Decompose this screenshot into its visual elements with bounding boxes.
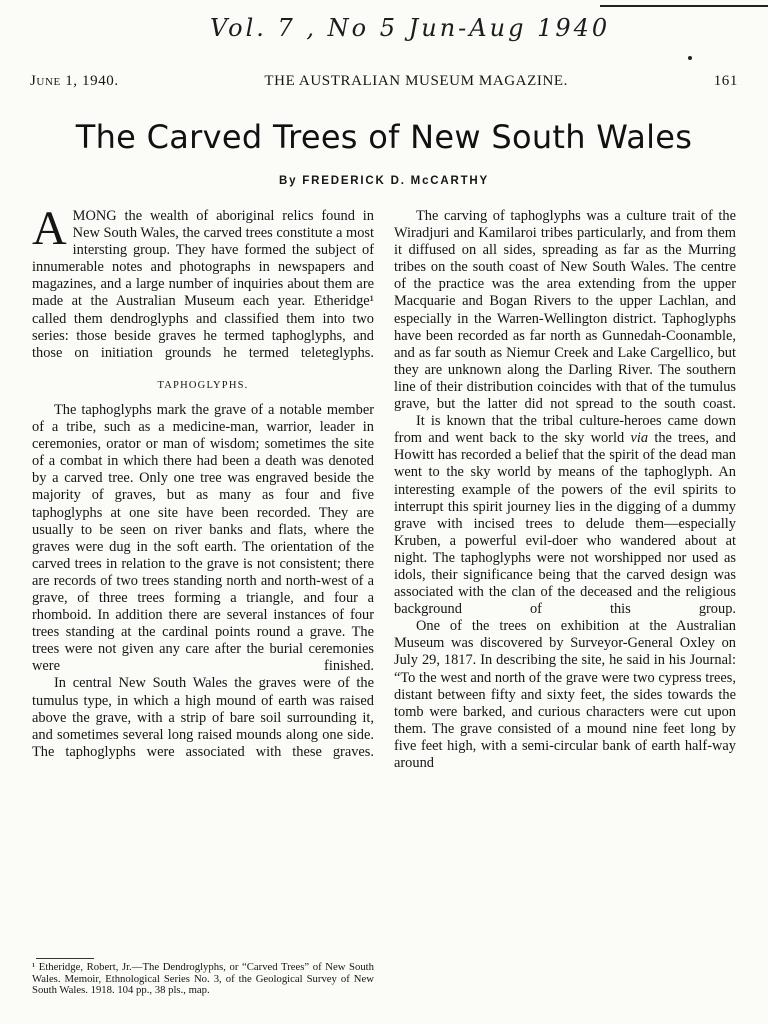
footnote: ¹ Etheridge, Robert, Jr.—The Dendroglyphs, or “Carved Trees” of New South Wales. Memoir, Ethnological Series No. 3, of the Geological Survey of New South Wales. 1918. 104 pp., 38 pls., map. bbox=[32, 961, 374, 997]
intro-small-caps: MONG bbox=[72, 208, 117, 224]
running-header bbox=[30, 73, 738, 90]
issue-date: June 1, 1940. bbox=[30, 73, 119, 89]
page-number: 161 bbox=[713, 73, 738, 89]
italic-text: via bbox=[630, 430, 649, 447]
top-edge-rule bbox=[600, 5, 768, 7]
article-title: The Carved Trees of New South Wales bbox=[75, 118, 693, 156]
magazine-name: THE AUSTRALIAN MUSEUM MAGAZINE. bbox=[264, 73, 569, 89]
intro-paragraph bbox=[32, 202, 374, 362]
ink-dot bbox=[688, 56, 692, 60]
paragraph-text: the trees, and Howitt has recorded a belief that the spirit of the dead man went to the sky world by means of the taphoglyph. An interesting example of the powers of the evil spirits to interrupt this spirit journey lies in the digging of a dummy grave with incised trees to delude them—especially Kruben, a powerful evil-doer who wandered about at night. The taphoglyphs were not worshipped nor used as idols, their significance being that the carved design was associated with the clan of the deceased and the religious background of this group. bbox=[394, 430, 736, 618]
handwritten-annotation: Vol. 7 , No 5 Jun-Aug 1940 bbox=[210, 14, 611, 42]
right-column bbox=[394, 208, 736, 772]
article-byline: By FREDERICK D. McCARTHY bbox=[279, 175, 489, 187]
drop-cap: A bbox=[32, 202, 67, 255]
body-paragraph bbox=[394, 413, 736, 618]
section-heading-taphoglyphs: TAPHOGLYPHS. bbox=[157, 379, 249, 391]
body-paragraph: The carving of taphoglyphs was a culture trait of the Wiradjuri and Kamilaroi tribes particularly, and from them it diffused on all sides, spreading as far as the Murring tribes on the south coast of New South Wales. The centre of the practice was the area extending from the upper Macquarie and Bogan Rivers to the upper Lachlan, and especially in the Warren-Wellington district. Taphoglyphs have been recorded as far north as Gunnedah-Coonamble, and as far south as Niemur Creek and Lake Cargellico, but they are unknown along the Darling River. The southern line of their distribution coincides with that of the tumulus grave, but the latter did not spread to the south coast. bbox=[394, 208, 736, 413]
left-column bbox=[32, 202, 374, 761]
paragraph-text: It is known that the tribal culture-heroes came down from and went back to the sky world bbox=[394, 413, 736, 447]
body-paragraph: The taphoglyphs mark the grave of a notable member of a tribe, such as a medicine-man, warrior, leader in ceremonies, orator or man of wisdom; sometimes the site of a combat in which there had been a death was denoted by a carved tree. Only one tree was engraved beside the majority of graves, but as many as four and five taphoglyphs at one site have been recorded. They are usually to be seen on river banks and flats, where the graves were dug in the soft earth. The orientation of the carved trees in relation to the grave is not consistent; there are records of two trees standing north and north-west of a grave, of three trees forming a triangle, and four a rhomboid. In addition there are several instances of four trees standing at the cardinal points round a grave. The trees were not given any care after the burial ceremonies were finished. bbox=[32, 401, 374, 675]
body-paragraph: In central New South Wales the graves were of the tumulus type, in which a high mound of earth was raised above the grave, with a strip of bare soil surrounding it, and sometimes several long raised mounds along one side. The taphoglyphs were associated with these graves. bbox=[32, 675, 374, 760]
intro-text: the wealth of aboriginal relics found in New South Wales, the carved trees constitute a most intersting group. They have formed the subject of innumerable notes and photographs in newspapers and magazines, and a large number of inquiries about them are made at the Australian Museum each year. Etheridge¹ called them dendroglyphs and classified them into two series: those beside graves he termed taphoglyphs, and those on initiation grounds he termed teleteglyphs. bbox=[32, 208, 374, 361]
footnote-rule bbox=[36, 958, 94, 959]
body-paragraph: One of the trees on exhibition at the Australian Museum was discovered by Surveyor-General Oxley on July 29, 1817. In describing the site, he said in his Journal: “To the west and north of the grave were two cypress trees, distant between fifty and sixty feet, the sides towards the tomb were barked, and curious characters were cut upon them. The grave consisted of a mound nine feet long by five feet high, with a semi-circular bank of earth half-way around bbox=[394, 618, 736, 771]
